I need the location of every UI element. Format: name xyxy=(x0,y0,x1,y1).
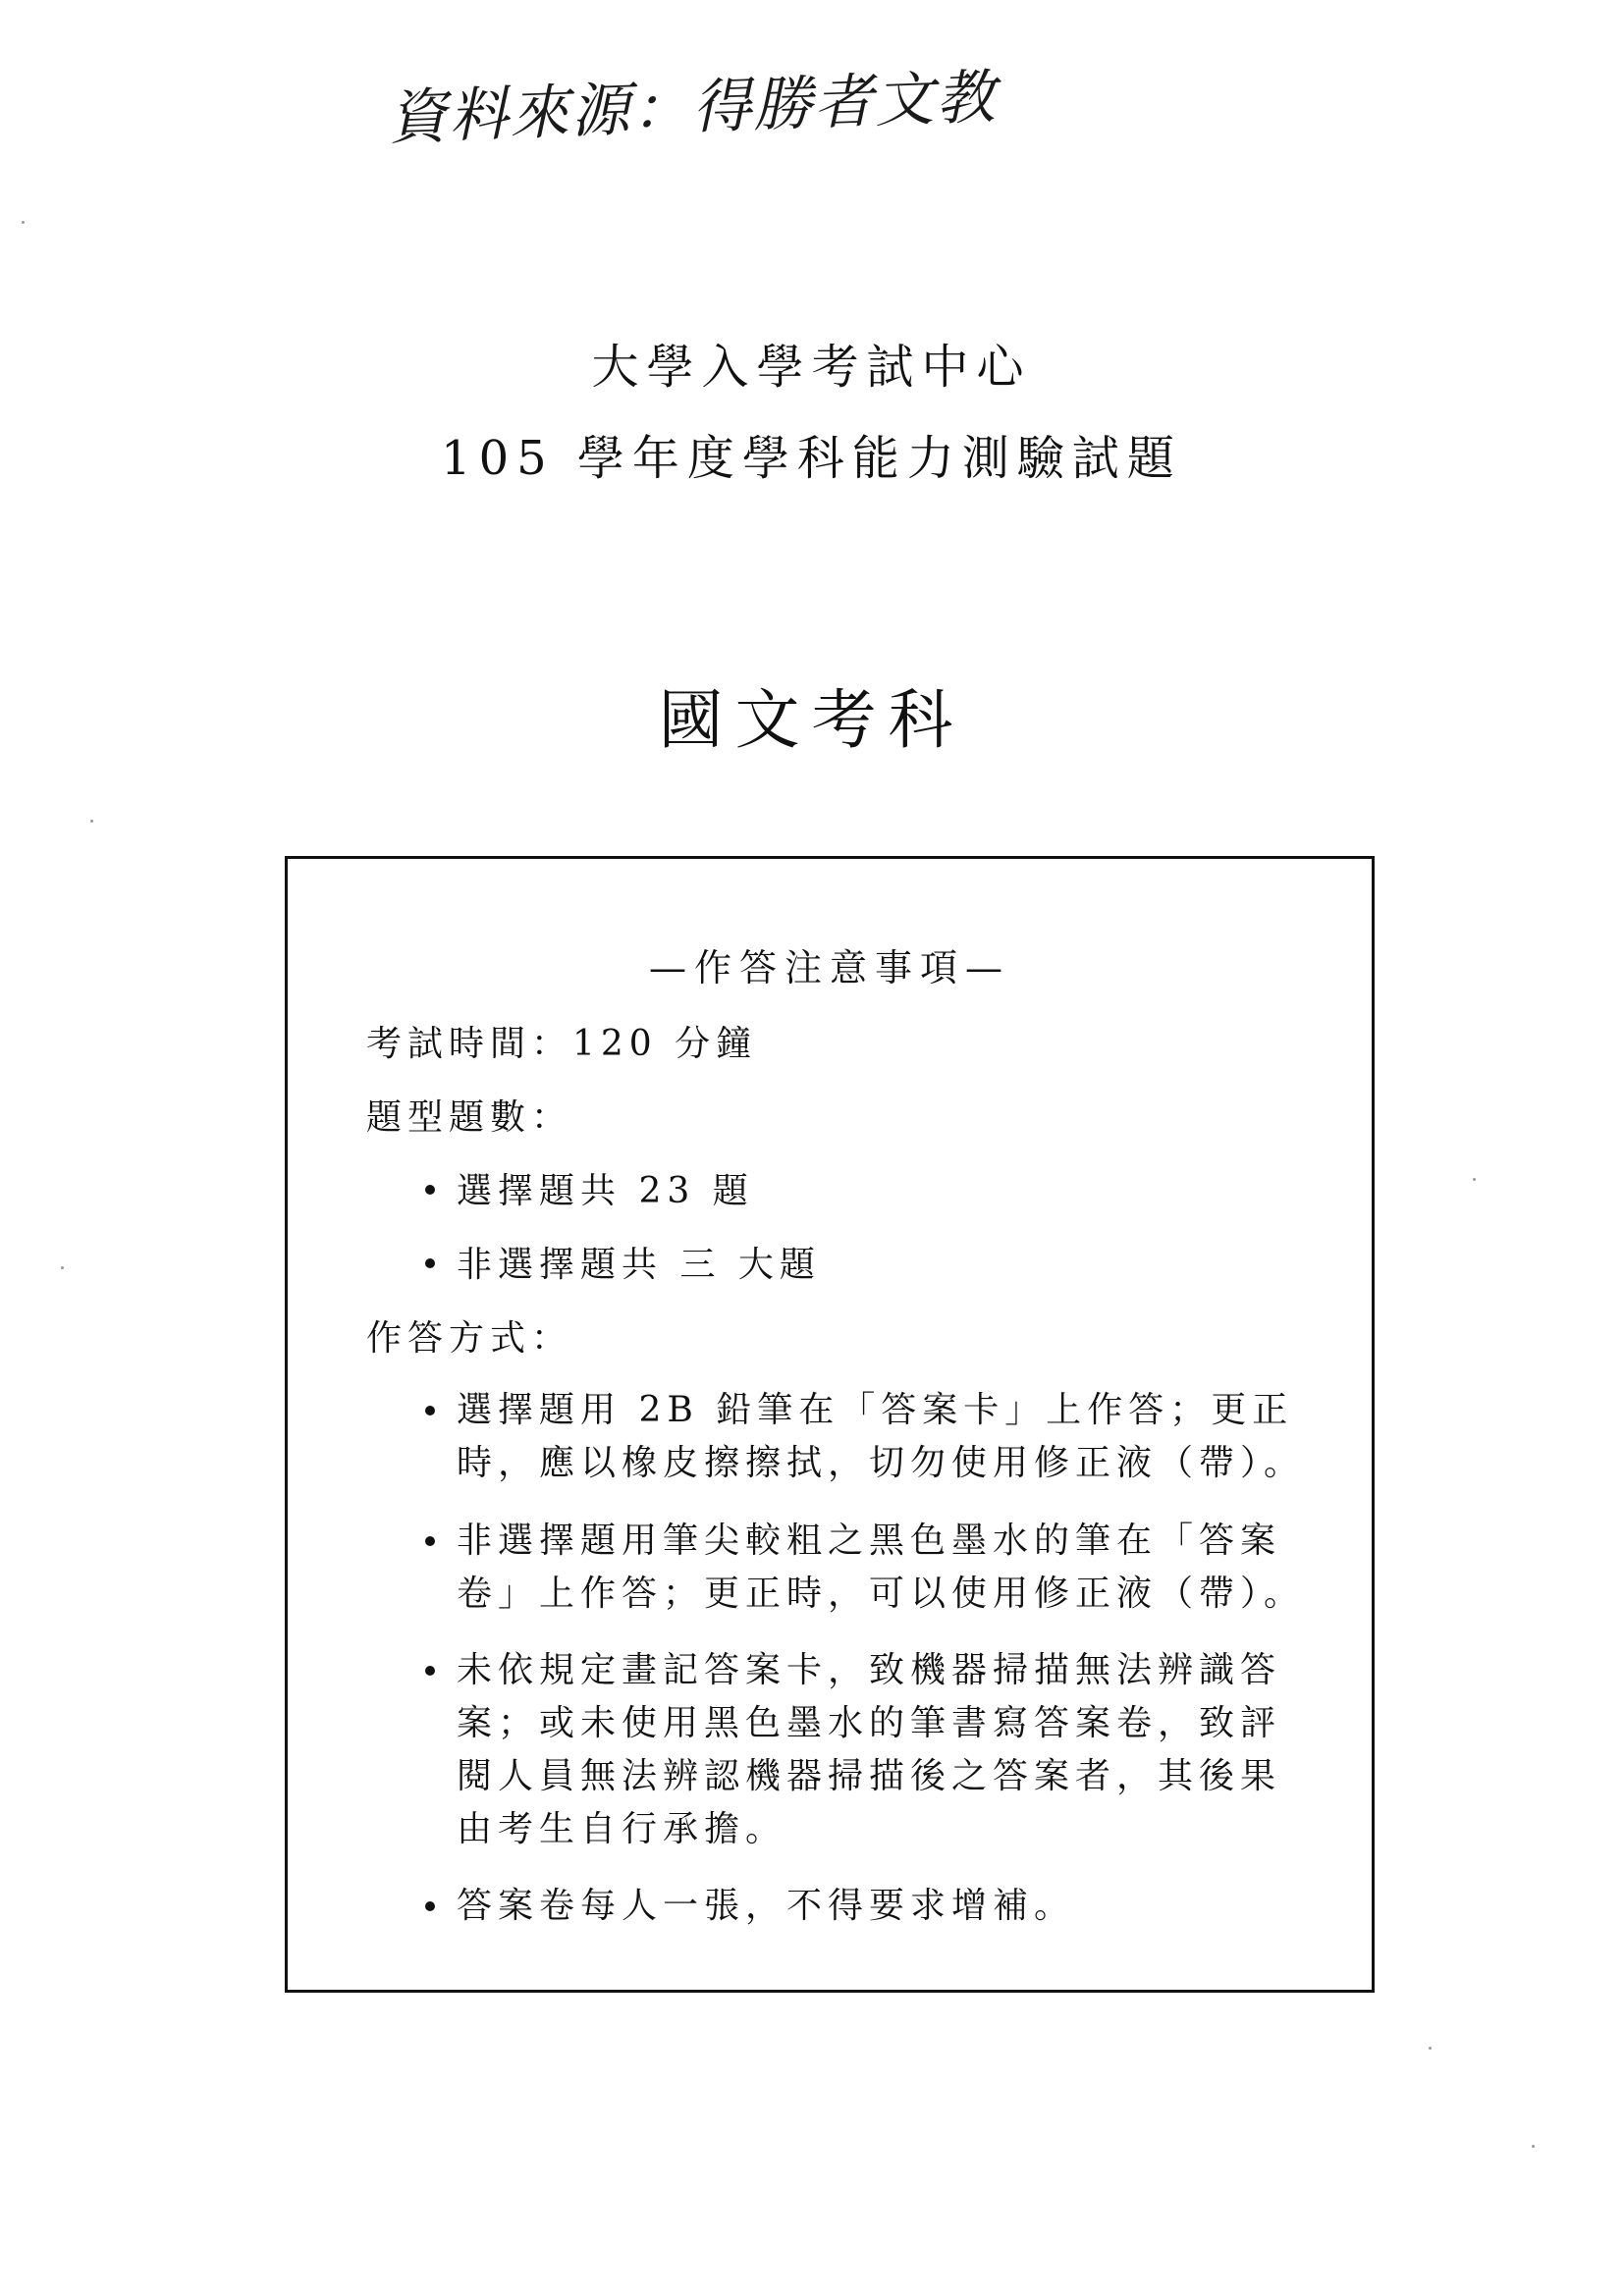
answer-method-line: 時，應以橡皮擦擦拭，切勿使用修正液（帶）。 xyxy=(457,1443,1306,1483)
exam-title: 105 學年度學科能力測驗試題 xyxy=(441,431,1182,486)
bullet-dot xyxy=(425,1406,435,1415)
bullet-dot xyxy=(425,1666,435,1676)
organization-name: 大學入學考試中心 xyxy=(591,340,1032,395)
bullet-dot xyxy=(425,1258,435,1268)
scan-speck xyxy=(1429,2047,1432,2050)
question-types-label: 題型題數： xyxy=(366,1097,573,1138)
answer-method-text xyxy=(457,1515,1321,1621)
answer-method-label: 作答方式： xyxy=(366,1318,573,1359)
question-type-text: 選擇題共 23 題 xyxy=(457,1171,754,1211)
question-type-text: 非選擇題共 三 大題 xyxy=(457,1245,821,1285)
answer-method-line: 非選擇題用筆尖較粗之黑色墨水的筆在「答案 xyxy=(457,1521,1282,1561)
bullet-dot xyxy=(425,1901,435,1911)
scan-speck xyxy=(22,221,25,224)
notice-heading: —作答注意事項— xyxy=(648,946,1010,989)
exam-time: 考試時間：120 分鐘 xyxy=(366,1024,758,1064)
bullet-dot xyxy=(425,1536,435,1546)
answer-method-text xyxy=(457,1384,1321,1490)
notice-box xyxy=(285,856,1375,1993)
scan-speck xyxy=(1473,1178,1476,1181)
answer-method-line: 閱人員無法辨認機器掃描後之答案者，其後果 xyxy=(457,1756,1282,1796)
scan-speck xyxy=(1532,2145,1535,2148)
answer-method-line: 選擇題用 2B 鉛筆在「答案卡」上作答；更正 xyxy=(457,1390,1294,1430)
answer-method-line: 卷」上作答；更正時，可以使用修正液（帶）。 xyxy=(457,1574,1306,1614)
subject-title: 國文考科 xyxy=(658,682,965,758)
answer-method-line: 未依規定畫記答案卡，致機器掃描無法辨識答 xyxy=(457,1650,1282,1690)
answer-method-line: 答案卷每人一張，不得要求增補。 xyxy=(457,1886,1076,1926)
handwritten-source-note: 資料來源：得勝者文教 xyxy=(387,63,999,153)
scan-speck xyxy=(61,1266,64,1269)
answer-method-line: 案；或未使用黑色墨水的筆書寫答案卷，致評 xyxy=(457,1703,1282,1743)
bullet-dot xyxy=(425,1185,435,1195)
answer-method-text xyxy=(457,1644,1321,1856)
answer-method-text xyxy=(457,1880,1321,1933)
scan-speck xyxy=(90,820,93,823)
answer-method-line: 由考生自行承擔。 xyxy=(457,1809,787,1849)
